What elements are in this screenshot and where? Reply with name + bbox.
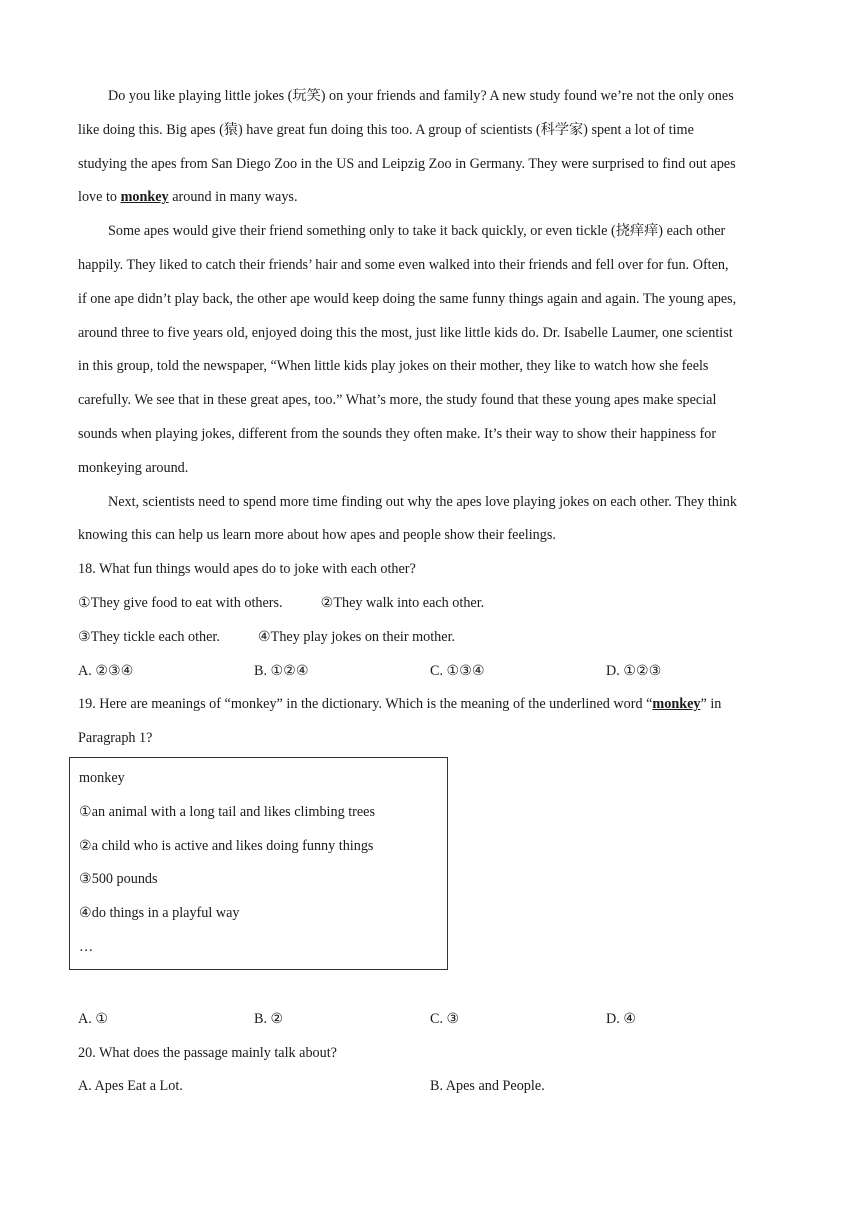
text-fragment: 19. Here are meanings of “monkey” in the dictionary. Which is the meaning of the underlined word “ [78,696,653,713]
statement-row [78,587,784,621]
option-c[interactable]: C. ①③④ [430,662,485,679]
statement: ④They play jokes on their mother. [257,628,456,645]
question-18 [78,553,784,688]
answer-options [78,655,784,689]
paragraph-1 [78,80,784,215]
text-line: Do you like playing little jokes (玩笑) on your friends and family? A new study found we’re not the only ones [108,88,734,104]
text-line: studying the apes from San Diego Zoo in the US and Leipzig Zoo in Germany. They were surprised to find out apes [78,155,736,172]
dictionary-sense: ④do things in a playful way [79,905,240,922]
option-c[interactable]: C. ③ [430,1010,460,1027]
option-b[interactable]: B. ② [254,1010,284,1027]
text-line: happily. They liked to catch their friends’ hair and some even walked into their friends and fell over for fun. Often, [78,256,729,273]
text-line: around three to five years old, enjoyed doing this the most, just like little kids do. Dr. Isabelle Laumer, one scientist [78,324,733,341]
text-line [78,181,784,215]
text-line: Some apes would give their friend something only to take it back quickly, or even tickle (挠痒痒) each other [108,223,726,240]
text-line: if one ape didn’t play back, the other ape would keep doing the same funny things again and again. The young apes, [78,290,737,307]
dictionary-sense: ③500 pounds [79,871,158,888]
paragraph-3 [78,486,784,554]
option-d[interactable]: D. ④ [606,1010,637,1027]
text-line: in this group, told the newspaper, “When little kids play jokes on their mother, they like to watch how she feels [78,358,709,375]
text-line: knowing this can help us learn more about how apes and people show their feelings. [78,527,556,544]
text-line: like doing this. Big apes (猿) have great fun doing this too. A group of scientists (科学家) spent a lot of time [78,121,694,138]
answer-options [78,1070,784,1104]
question-20 [78,1037,784,1105]
statement: ②They walk into each other. [320,594,485,611]
option-a[interactable]: A. ②③④ [78,662,134,679]
text-fragment: love to [78,189,121,206]
option-b[interactable]: B. ①②④ [254,662,309,679]
question-stem-line2: Paragraph 1? [78,730,153,747]
text-line: monkeying around. [78,459,189,476]
option-d[interactable]: D. ①②③ [606,662,662,679]
text-line: sounds when playing jokes, different from the sounds they often make. It’s their way to show their happiness for [78,425,717,442]
underlined-word-monkey: monkey [652,696,701,713]
dictionary-sense: ①an animal with a long tail and likes climbing trees [79,803,376,820]
dictionary-sense: ②a child who is active and likes doing funny things [79,837,374,854]
text-fragment: around in many ways. [168,189,298,206]
question-stem: 20. What does the passage mainly talk about? [78,1044,337,1061]
question-19 [78,688,784,1036]
question-stem: 18. What fun things would apes do to joke with each other? [78,561,416,578]
option-a[interactable]: A. Apes Eat a Lot. [78,1078,183,1095]
dictionary-headword: monkey [79,769,125,786]
dictionary-ellipsis: … [79,938,94,955]
statement: ③They tickle each other. [78,628,220,645]
text-line: carefully. We see that in these great apes, too.” What’s more, the study found that these young apes make special [78,392,717,409]
question-stem [78,688,784,722]
text-fragment: ” in [700,696,722,713]
dictionary-box [69,757,448,970]
answer-options [78,1003,784,1037]
statement: ①They give food to eat with others. [78,594,283,611]
underlined-word-monkey: monkey [120,189,169,206]
option-b[interactable]: B. Apes and People. [430,1078,545,1095]
text-line: Next, scientists need to spend more time finding out why the apes love playing jokes on each other. They think [108,493,737,510]
document-page [78,80,784,1104]
option-a[interactable]: A. ① [78,1010,109,1027]
statement-row [78,621,784,655]
paragraph-2 [78,215,784,485]
